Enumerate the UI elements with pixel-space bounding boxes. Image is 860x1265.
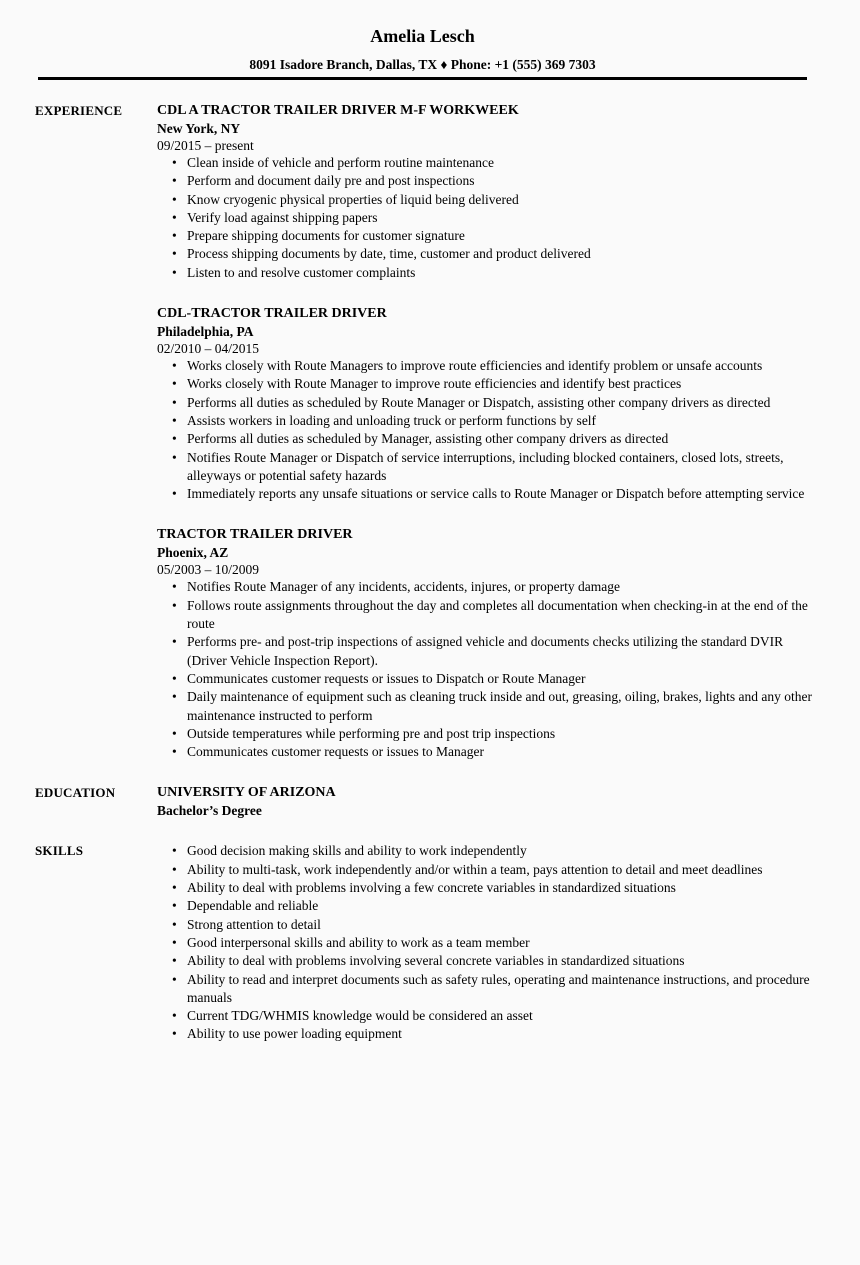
skill-bullet: • Ability to read and interpret documents such as safety rules, operating and maintenance instructions, and procedure manuals [157, 971, 817, 1008]
skill-bullet: • Dependable and reliable [157, 897, 817, 915]
candidate-name: Amelia Lesch [370, 26, 475, 46]
job-entry [157, 304, 817, 503]
skill-bullet: • Ability to use power loading equipment [157, 1025, 817, 1043]
job-location: Phoenix, AZ [157, 545, 229, 561]
job-bullet: • Notifies Route Manager of any incidents, accidents, injures, or property damage [157, 578, 817, 596]
skill-bullet: • Current TDG/WHMIS knowledge would be considered an asset [157, 1007, 817, 1025]
job-bullet: • Communicates customer requests or issues to Manager [157, 743, 817, 761]
job-bullet: • Perform and document daily pre and post inspections [157, 172, 817, 190]
job-bullet: • Communicates customer requests or issues to Dispatch or Route Manager [157, 670, 817, 688]
section-experience [35, 101, 860, 761]
job-bullet: • Assists workers in loading and unloading truck or perform functions by self [157, 412, 817, 430]
job-bullet: • Process shipping documents by date, time, customer and product delivered [157, 245, 817, 263]
section-education [35, 783, 860, 820]
experience-label: EXPERIENCE [35, 103, 123, 118]
skill-bullet: • Ability to deal with problems involving several concrete variables in standardized situations [157, 952, 817, 970]
job-bullet: • Prepare shipping documents for customer signature [157, 227, 817, 245]
job-bullet: • Daily maintenance of equipment such as cleaning truck inside and out, greasing, oiling, brakes, lights and any other maintenance instructed to perform [157, 688, 817, 725]
job-bullet: • Clean inside of vehicle and perform routine maintenance [157, 154, 817, 172]
education-degree: Bachelor’s Degree [157, 803, 262, 819]
job-bullet: • Notifies Route Manager or Dispatch of service interruptions, including blocked containers, closed lots, streets, alleyways or potential safety hazards [157, 449, 817, 486]
resume-page [0, 25, 860, 1044]
contact-line: 8091 Isadore Branch, Dallas, TX ♦ Phone: +1 (555) 369 7303 [249, 57, 596, 72]
job-bullet: • Performs pre- and post-trip inspections of assigned vehicle and documents checks utilizing the standard DVIR (Driver Vehicle Inspection Report). [157, 633, 817, 670]
job-bullet: • Works closely with Route Managers to improve route efficiencies and identify problem or unsafe accounts [157, 357, 817, 375]
header-divider [38, 77, 807, 80]
job-bullet-list [157, 154, 817, 282]
education-school: UNIVERSITY OF ARIZONA [157, 785, 336, 801]
skills-bullet-list [157, 842, 817, 1043]
section-skills [35, 842, 860, 1043]
job-bullet: • Works closely with Route Manager to improve route efficiencies and identify best practices [157, 375, 817, 393]
job-bullet: • Immediately reports any unsafe situations or service calls to Route Manager or Dispatch before attempting service [157, 485, 817, 503]
education-label: EDUCATION [35, 785, 116, 801]
skill-bullet: • Ability to deal with problems involving a few concrete variables in standardized situations [157, 879, 817, 897]
skill-bullet: • Strong attention to detail [157, 916, 817, 934]
job-bullet: • Verify load against shipping papers [157, 209, 817, 227]
job-title: TRACTOR TRAILER DRIVER [157, 527, 353, 543]
job-bullet-list [157, 578, 817, 761]
job-location: Philadelphia, PA [157, 324, 254, 340]
job-entry [157, 525, 817, 761]
job-bullet-list [157, 357, 817, 503]
job-bullet: • Performs all duties as scheduled by Route Manager or Dispatch, assisting other company drivers as directed [157, 394, 817, 412]
job-bullet: • Know cryogenic physical properties of liquid being delivered [157, 191, 817, 209]
skills-content [157, 842, 817, 1043]
resume-header [38, 25, 807, 80]
job-bullet: • Follows route assignments throughout the day and completes all documentation when checking-in at the end of the route [157, 597, 817, 634]
job-title: CDL-TRACTOR TRAILER DRIVER [157, 306, 387, 322]
job-bullet: • Listen to and resolve customer complaints [157, 264, 817, 282]
education-content [157, 783, 817, 820]
resume-body [35, 101, 860, 1044]
job-dates: 05/2003 – 10/2009 [157, 562, 260, 578]
skills-label: SKILLS [35, 843, 84, 859]
job-location: New York, NY [157, 121, 241, 136]
job-bullet: • Performs all duties as scheduled by Manager, assisting other company drivers as directed [157, 430, 817, 448]
job-dates: 09/2015 – present [157, 138, 254, 153]
job-entry [157, 101, 817, 282]
job-bullet: • Outside temperatures while performing pre and post trip inspections [157, 725, 817, 743]
skill-bullet: • Good interpersonal skills and ability to work as a team member [157, 934, 817, 952]
skill-bullet: • Ability to multi-task, work independently and/or within a team, pays attention to detail and meet deadlines [157, 861, 817, 879]
job-dates: 02/2010 – 04/2015 [157, 341, 260, 357]
skill-bullet: • Good decision making skills and ability to work independently [157, 842, 817, 860]
experience-content [157, 101, 817, 761]
job-title: CDL A TRACTOR TRAILER DRIVER M-F WORKWEEK [157, 103, 519, 118]
